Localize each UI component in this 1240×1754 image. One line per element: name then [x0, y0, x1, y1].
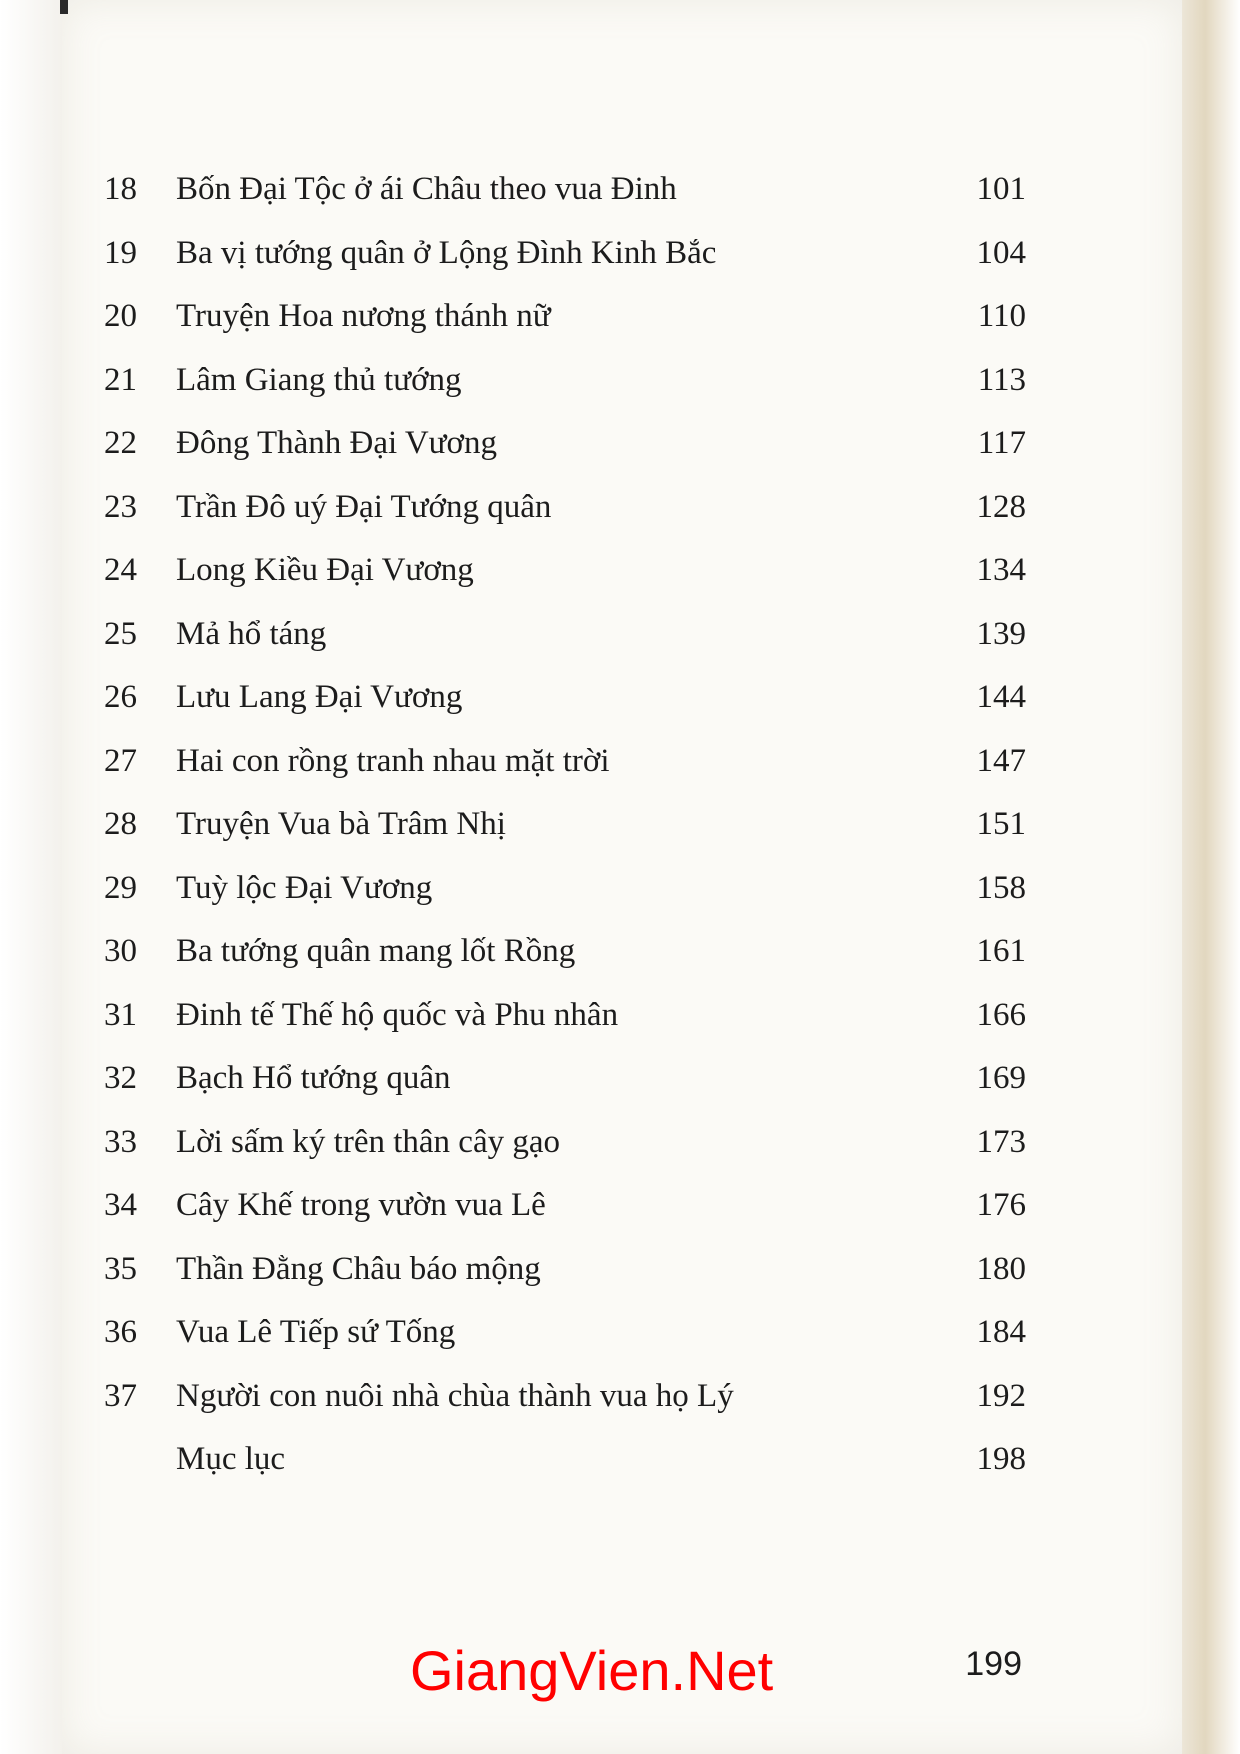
toc-entry-title: Long Kiều Đại Vương — [176, 552, 474, 588]
toc-entry-number: 26 — [104, 679, 137, 715]
toc-entry-title: Truyện Hoa nương thánh nữ — [176, 298, 551, 334]
toc-entry-page: 169 — [976, 1060, 1026, 1096]
toc-entry-page: 161 — [976, 933, 1026, 969]
scan-corner-mark — [60, 0, 68, 14]
toc-entry — [0, 730, 1240, 794]
toc-entry-number: 36 — [104, 1314, 137, 1350]
site-watermark: GiangVien.Net — [410, 1639, 774, 1702]
toc-entry-number: 34 — [104, 1187, 137, 1223]
toc-entry-number: 33 — [104, 1123, 137, 1160]
toc-entry-number: 30 — [104, 933, 137, 969]
toc-entry — [0, 1174, 1240, 1238]
toc-entry-page: 110 — [977, 298, 1026, 334]
table-of-contents — [0, 158, 1240, 1492]
toc-entry-number: 37 — [104, 1377, 137, 1414]
toc-entry-page: 117 — [977, 425, 1026, 461]
toc-entry-title: Bạch Hổ tướng quân — [176, 1060, 451, 1096]
toc-entry-page: 184 — [976, 1314, 1026, 1350]
toc-entry — [0, 1111, 1240, 1175]
toc-entry-page: 104 — [976, 234, 1026, 271]
toc-entry-number: 25 — [104, 615, 137, 652]
toc-entry-title: Mả hổ táng — [176, 615, 327, 652]
toc-entry-page: 173 — [976, 1123, 1026, 1160]
page-number: 199 — [965, 1645, 1022, 1683]
toc-entry-page: 151 — [976, 806, 1026, 842]
toc-entry-title: Đinh tế Thế hộ quốc và Phu nhân — [176, 996, 619, 1033]
toc-entry — [0, 158, 1240, 222]
toc-entry — [0, 1301, 1240, 1365]
toc-entry-page: 134 — [976, 552, 1026, 588]
toc-entry — [0, 1365, 1240, 1429]
toc-entry-page: 198 — [976, 1441, 1026, 1477]
toc-entry-page: 180 — [976, 1250, 1026, 1287]
toc-entry-title: Mục lục — [176, 1441, 286, 1477]
toc-entry — [0, 476, 1240, 540]
toc-entry-page: 192 — [976, 1377, 1026, 1414]
toc-entry-title: Bốn Đại Tộc ở ái Châu theo vua Đinh — [176, 171, 677, 207]
toc-entry-title: Lâm Giang thủ tướng — [176, 361, 462, 398]
toc-entry — [0, 920, 1240, 984]
toc-entry-page: 128 — [976, 488, 1026, 525]
toc-entry-number: 32 — [104, 1060, 137, 1096]
toc-entry-number: 20 — [104, 298, 137, 334]
toc-entry-title: Vua Lê Tiếp sứ Tống — [176, 1314, 456, 1350]
toc-entry-title: Tuỳ lộc Đại Vương — [176, 869, 433, 906]
toc-entry-title: Hai con rồng tranh nhau mặt trời — [176, 742, 610, 779]
toc-entry-page: 101 — [976, 171, 1026, 207]
toc-entry — [0, 793, 1240, 857]
toc-entry-number: 31 — [104, 996, 137, 1033]
toc-entry-title: Trần Đô uý Đại Tướng quân — [176, 488, 552, 525]
toc-entry-number: 29 — [104, 869, 137, 906]
toc-entry — [0, 539, 1240, 603]
toc-entry-number: 28 — [104, 806, 137, 842]
toc-entry — [0, 603, 1240, 667]
toc-entry — [0, 857, 1240, 921]
toc-entry-number: 35 — [104, 1250, 137, 1287]
toc-entry-number: 24 — [104, 552, 137, 588]
toc-entry-number: 21 — [104, 361, 137, 398]
toc-entry-title: Ba vị tướng quân ở Lộng Đình Kinh Bắc — [176, 234, 717, 271]
toc-entry-number: 23 — [104, 488, 137, 525]
toc-entry-title: Đông Thành Đại Vương — [176, 425, 498, 461]
toc-entry-title: Thần Đằng Châu báo mộng — [176, 1250, 541, 1287]
toc-entry — [0, 666, 1240, 730]
toc-entry — [0, 285, 1240, 349]
toc-entry-number: 19 — [104, 234, 137, 271]
toc-entry — [0, 349, 1240, 413]
toc-entry — [0, 412, 1240, 476]
toc-entry — [0, 222, 1240, 286]
toc-entry — [0, 1428, 1240, 1492]
toc-entry-title: Truyện Vua bà Trâm Nhị — [176, 806, 506, 842]
toc-entry-title: Người con nuôi nhà chùa thành vua họ Lý — [176, 1377, 734, 1414]
toc-entry-title: Cây Khế trong vườn vua Lê — [176, 1187, 546, 1223]
toc-entry-number: 27 — [104, 742, 137, 779]
toc-entry-page: 113 — [977, 361, 1026, 398]
toc-entry-number: 22 — [104, 425, 137, 461]
toc-entry-title: Ba tướng quân mang lốt Rồng — [176, 933, 576, 969]
toc-entry — [0, 1047, 1240, 1111]
toc-entry-page: 147 — [976, 742, 1026, 779]
toc-entry-page: 158 — [976, 869, 1026, 906]
toc-entry-page: 176 — [976, 1187, 1026, 1223]
toc-entry-page: 139 — [976, 615, 1026, 652]
toc-entry-title: Lời sấm ký trên thân cây gạo — [176, 1123, 560, 1160]
toc-entry-title: Lưu Lang Đại Vương — [176, 679, 463, 715]
toc-entry-page: 166 — [976, 996, 1026, 1033]
toc-entry-page: 144 — [976, 679, 1026, 715]
toc-entry — [0, 984, 1240, 1048]
toc-entry-number: 18 — [104, 171, 137, 207]
toc-entry — [0, 1238, 1240, 1302]
